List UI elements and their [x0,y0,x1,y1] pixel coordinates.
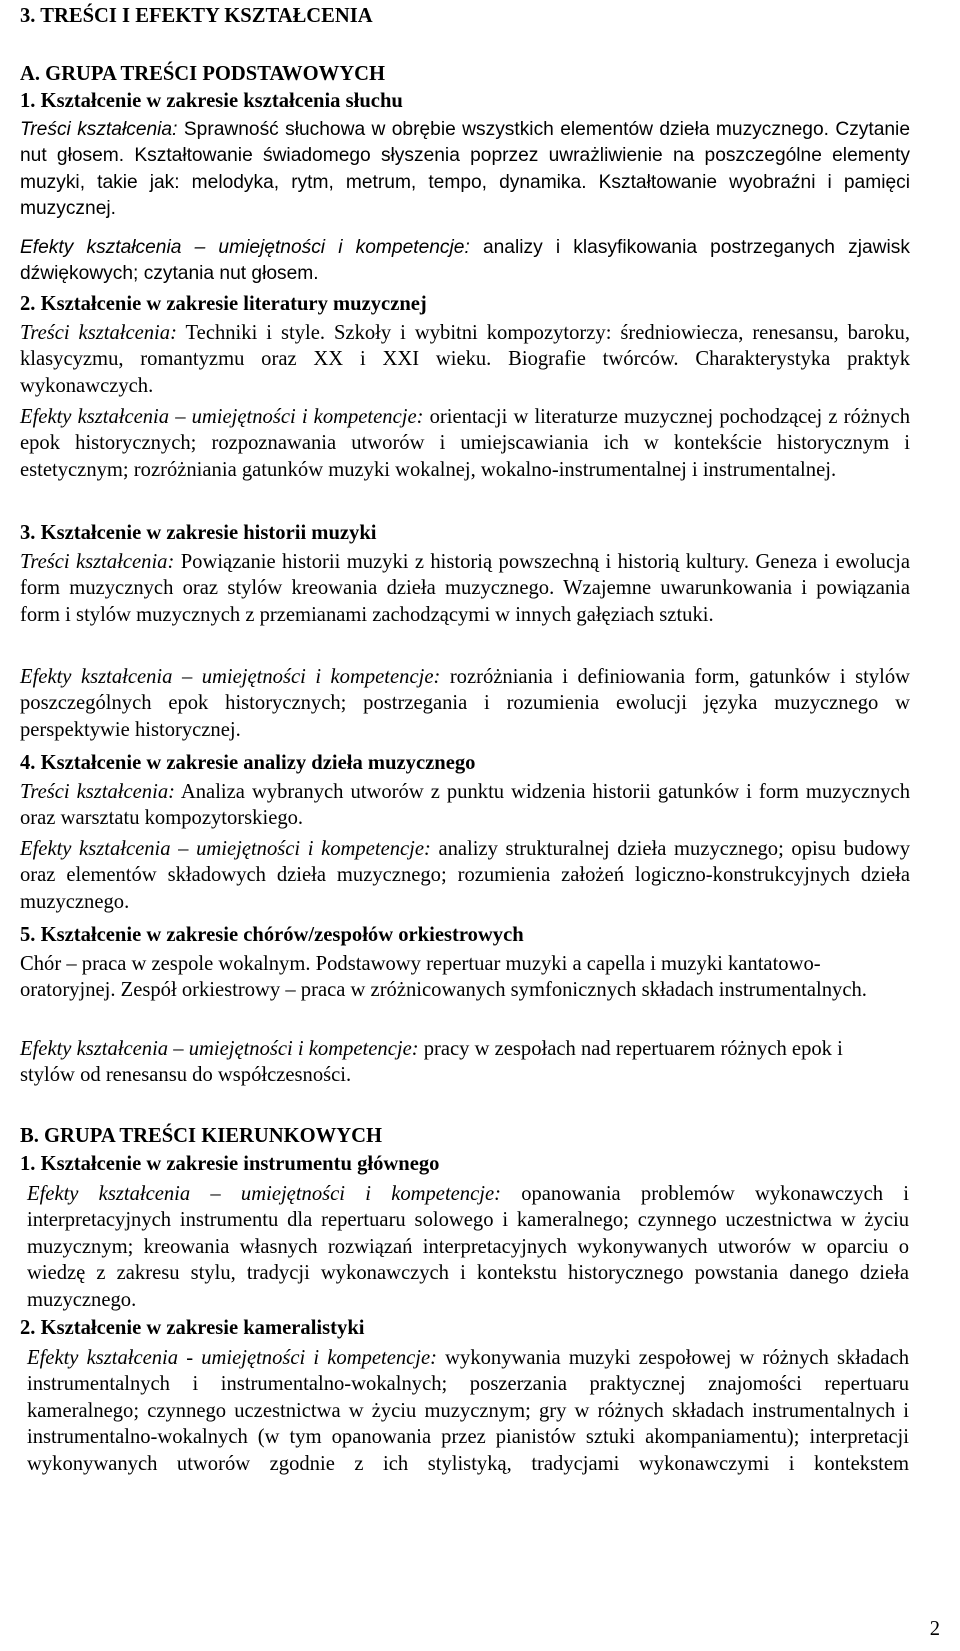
a3-content-paragraph [20,549,910,628]
a1-effects-label: Efekty kształcenia – umiejętności i kompetencje: [20,237,470,258]
a2-content-paragraph [20,320,910,399]
group-a-title: A. GRUPA TREŚCI PODSTAWOWYCH [20,63,386,85]
a5-content-text: Chór – praca w zespole wokalnym. Podstawowy repertuar muzyki a capella i muzyki kantatowo-oratoryjnej. Zespół orkiestrowy – praca w zróżnicowanych symfonicznych składach instrumentalnych. [20,953,867,1002]
b1-effects-text: opanowania problemów wykonawczych i interpretacyjnych instrumentu dla repertuaru solowego i kameralnego; czynnego uczestnictwa w życiu muzycznym; kreowania własnych rozwiązań interpretacyjnych wykonywanych utworów w oparciu o wiedzę z zakresu stylu, tradycji wykonawczych i kontekstu historycznego powstania danego dzieła muzycznego. [27,1183,909,1311]
b1-effects-label: Efekty kształcenia – umiejętności i kompetencje: [27,1183,501,1205]
a2-content-label: Treści kształcenia: [20,322,177,344]
page-number: 2 [929,1618,940,1640]
a3-effects-paragraph [20,664,910,743]
a1-effects-text: analizy i klasyfikowania postrzeganych zjawisk dźwiękowych; czytania nut głosem. [20,237,910,285]
a4-content-label: Treści kształcenia: [20,781,175,803]
section-title: 3. TREŚCI I EFEKTY KSZTAŁCENIA [20,5,373,27]
a2-effects-paragraph [20,404,910,483]
b2-heading: 2. Kształcenie w zakresie kameralistyki [20,1317,365,1339]
a1-effects-paragraph [20,235,910,288]
a3-content-text: Powiązanie historii muzyki z historią powszechną i historią kultury. Geneza i ewolucja form muzycznych oraz stylów kreowania dzieła muzycznego. Wzajemne uwarunkowania i powiązania form i stylów muzycznych z przemianami zachodzącymi w innych gałęziach sztuki. [20,551,910,626]
a4-content-paragraph [20,779,910,832]
a1-heading: 1. Kształcenie w zakresie kształcenia słuchu [20,90,403,112]
a3-effects-text: rozróżniania i definiowania form, gatunków i stylów poszczególnych epok historycznych; postrzegania i rozumienia ewolucji języka muzycznego w perspektywie historycznej. [20,666,910,741]
a5-effects-label: Efekty kształcenia – umiejętności i kompetencje: [20,1038,419,1060]
a2-heading: 2. Kształcenie w zakresie literatury muzycznej [20,293,427,315]
b2-effects-paragraph [27,1345,909,1477]
a1-content-paragraph [20,117,910,223]
a2-effects-text: orientacji w literaturze muzycznej pochodzącej z różnych epok historycznych; rozpoznawania utworów i umiejscawiania ich w kontekście historycznym i estetycznym; rozróżniania gatunków muzyki wokalnej, wokalno-instrumentalnej i instrumentalnej. [20,406,910,481]
a5-effects-text: pracy w zespołach nad repertuarem różnych epok i stylów od renesansu do współczesności. [20,1038,843,1087]
a2-content-text: Techniki i style. Szkoły i wybitni kompozytorzy: średniowiecza, renesansu, baroku, klasycyzmu, romantyzmu oraz XX i XXI wieku. Biografie twórców. Charakterystyka praktyk wykonawczych. [20,322,910,397]
a5-heading: 5. Kształcenie w zakresie chórów/zespołów orkiestrowych [20,924,524,946]
a1-content-text: Sprawność słuchowa w obrębie wszystkich elementów dzieła muzycznego. Czytanie nut głosem. Kształtowanie świadomego słyszenia poprzez uwrażliwienie na poszczególne elementy muzyki, takie jak: melodyka, rytm, metrum, tempo, dynamika. Kształtowanie wyobraźni i pamięci muzycznej. [20,119,910,220]
a4-effects-paragraph [20,836,910,915]
b2-effects-label: Efekty kształcenia - umiejętności i kompetencje: [27,1347,438,1369]
group-b-title: B. GRUPA TREŚCI KIERUNKOWYCH [20,1125,382,1147]
b2-effects-text: wykonywania muzyki zespołowej w różnych składach instrumentalnych i instrumentalno-wokalnych; poszerzania praktycznej znajomości repertuaru kameralnego; czynnego uczestnictwa w życiu muzycznym; gry w różnych składach instrumentalnych i instrumentalno-wokalnych (w tym opanowania przez pianistów sztuki akompaniamentu); interpretacji wykonywanych utworów zgodnie z ich stylistyką, tradycjami wykonawczymi i kontekstem [27,1347,910,1475]
a4-content-text: Analiza wybranych utworów z punktu widzenia historii gatunków i form muzycznych oraz warsztatu kompozytorskiego. [20,781,910,830]
a3-effects-label: Efekty kształcenia – umiejętności i kompetencje: [20,666,441,688]
a5-content-paragraph [20,951,890,1004]
a3-content-label: Treści kształcenia: [20,551,175,573]
a3-heading: 3. Kształcenie w zakresie historii muzyki [20,522,377,544]
a2-effects-label: Efekty kształcenia – umiejętności i kompetencje: [20,406,424,428]
b1-heading: 1. Kształcenie w zakresie instrumentu głównego [20,1153,440,1175]
a4-heading: 4. Kształcenie w zakresie analizy dzieła muzycznego [20,752,476,774]
a4-effects-label: Efekty kształcenia – umiejętności i kompetencje: [20,838,431,860]
a4-effects-text: analizy strukturalnej dzieła muzycznego; opisu budowy oraz elementów składowych dzieła muzycznego; rozumienia założeń logiczno-konstrukcyjnych dzieła muzycznego. [20,838,911,913]
a1-content-label: Treści kształcenia: [20,119,178,140]
b1-effects-paragraph [27,1181,909,1313]
a5-effects-paragraph [20,1036,890,1089]
